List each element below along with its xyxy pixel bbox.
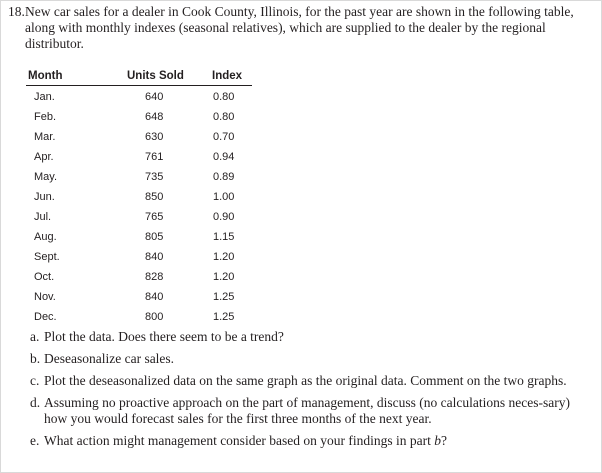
cell-month: Jul. [34,211,52,223]
question-parts [30,329,590,455]
cell-index: 1.20 [213,251,235,263]
cell-index: 0.70 [213,131,235,143]
cell-month: May. [34,171,58,183]
part-label: b. [30,351,41,366]
part-text: Deseasonalize car sales. [44,351,175,366]
problem-intro: New car sales for a dealer in Cook County, Illinois, for the past year are shown in the following table, along with monthly indexes (seasonal relatives), which are supplied to the dealer by the regional distributor. [25,4,574,51]
cell-month: Sept. [34,251,60,263]
cell-index: 1.25 [213,291,235,303]
cell-month: Jun. [34,191,55,203]
header-index: Index [212,70,243,82]
cell-month: Aug. [34,231,57,243]
cell-month: Feb. [34,111,57,123]
part-text: Assuming no proactive approach on the part of management, discuss (no calculations neces-sary) how you would forecast sales for the first three months of the next year. [44,395,570,426]
cell-units-sold: 648 [145,111,164,123]
part-label: d. [30,395,41,410]
part-e [30,433,590,449]
cell-index: 1.00 [213,191,235,203]
cell-index: 1.20 [213,271,235,283]
table-row [26,146,252,166]
table-body [26,86,252,326]
cell-month: Dec. [34,311,57,323]
header-units-sold: Units Sold [127,70,184,82]
cell-units-sold: 630 [145,131,164,143]
cell-month: Oct. [34,271,55,283]
cell-month: Mar. [34,131,56,143]
cell-units-sold: 765 [145,211,164,223]
cell-units-sold: 761 [145,151,164,163]
table-row [26,266,252,286]
cell-month: Nov. [34,291,56,303]
cell-index: 0.80 [213,91,235,103]
header-month: Month [28,70,63,82]
table-row [26,226,252,246]
cell-units-sold: 800 [145,311,164,323]
part-label: e. [30,433,40,448]
cell-index: 0.89 [213,171,235,183]
cell-index: 0.90 [213,211,235,223]
part-label: c. [30,373,40,388]
sales-table [26,68,252,326]
table-row [26,126,252,146]
table-row [26,166,252,186]
cell-index: 0.80 [213,111,235,123]
part-text-before: What action might management consider based on your findings in part [44,433,435,448]
cell-units-sold: 840 [145,291,164,303]
part-b [30,351,590,367]
table-header [26,68,252,86]
table-row [26,246,252,266]
table-row [26,206,252,226]
cell-units-sold: 640 [145,91,164,103]
cell-month: Apr. [34,151,54,163]
part-text: Plot the data. Does there seem to be a trend? [44,329,284,344]
part-c [30,373,590,389]
part-text-italic: b [434,433,442,448]
cell-index: 0.94 [213,151,235,163]
part-d [30,395,590,427]
cell-units-sold: 805 [145,231,164,243]
table-row [26,106,252,126]
table-row [26,186,252,206]
table-row [26,286,252,306]
part-a [30,329,590,345]
part-text [44,433,590,449]
problem-number: 18. [8,4,25,19]
cell-index: 1.15 [213,231,235,243]
table-row [26,306,252,326]
part-label: a. [30,329,40,344]
cell-units-sold: 840 [145,251,164,263]
cell-units-sold: 850 [145,191,164,203]
cell-units-sold: 735 [145,171,164,183]
cell-index: 1.25 [213,311,235,323]
table-row [26,86,252,106]
part-text: Plot the deseasonalized data on the same graph as the original data. Comment on the two graphs. [44,373,567,388]
cell-units-sold: 828 [145,271,164,283]
part-text-after: ? [441,433,448,448]
cell-month: Jan. [34,91,55,103]
